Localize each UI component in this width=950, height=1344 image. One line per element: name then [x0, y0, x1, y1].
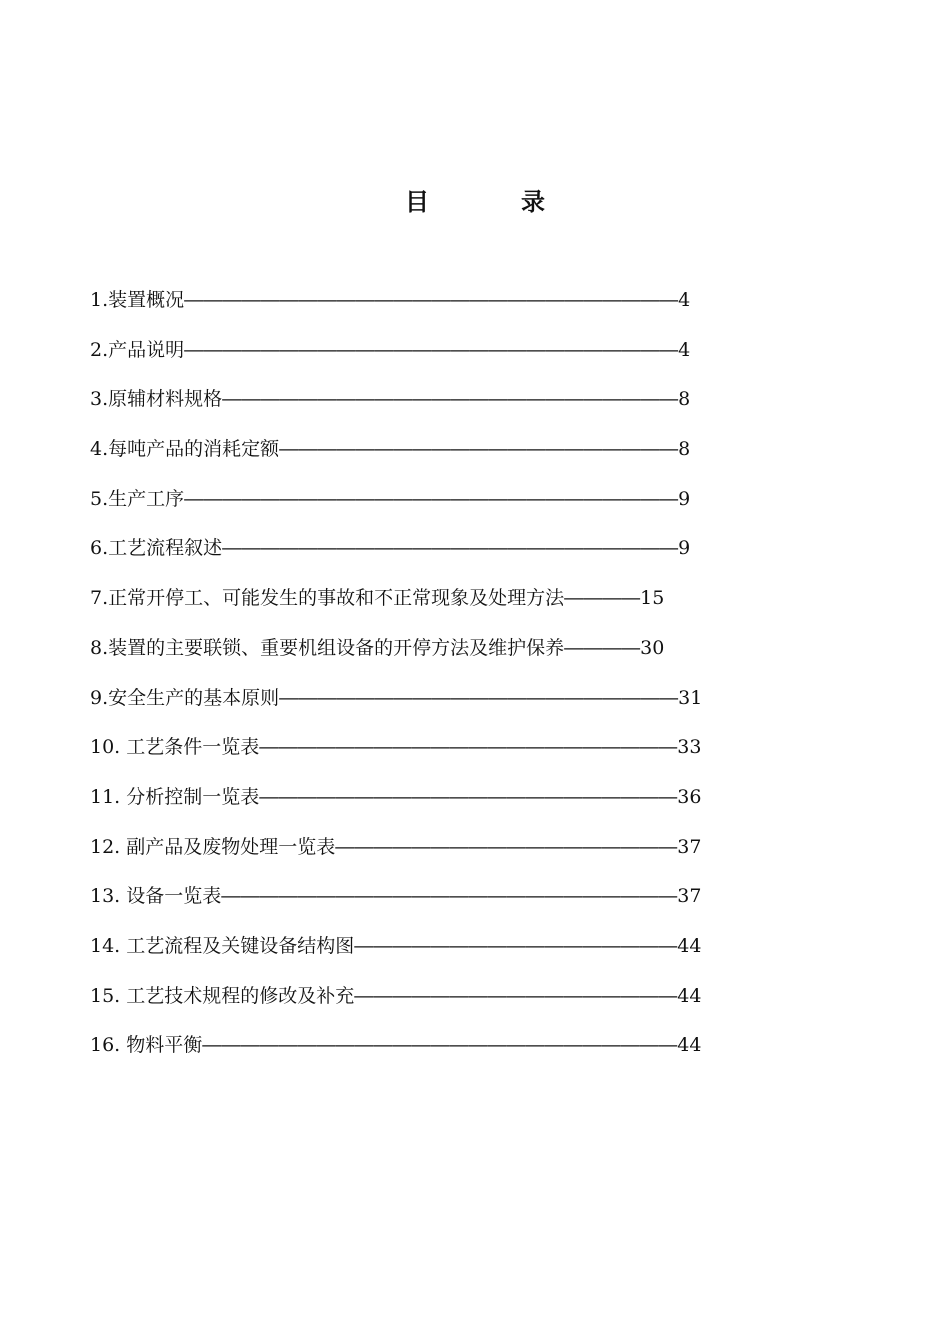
toc-entry-14: 14. 工艺流程及关键设备结构图―――――――――――――――――44	[90, 934, 702, 957]
toc-title-left: 目	[405, 188, 429, 216]
toc-entry-16: 16. 物料平衡―――――――――――――――――――――――――44	[90, 1034, 702, 1057]
toc-entry-9: 9.安全生产的基本原则―――――――――――――――――――――31	[90, 686, 703, 709]
toc-entry-2: 2.产品说明――――――――――――――――――――――――――4	[90, 338, 691, 361]
toc-title	[0, 182, 950, 217]
toc-entry-3: 3.原辅材料规格――――――――――――――――――――――――8	[90, 388, 691, 411]
toc-entry-7: 7.正常开停工、可能发生的事故和不正常现象及处理方法――――15	[90, 587, 665, 610]
toc-entry-5: 5.生产工序――――――――――――――――――――――――――9	[90, 487, 691, 510]
toc-entry-15: 15. 工艺技术规程的修改及补充―――――――――――――――――44	[90, 984, 702, 1007]
toc-entry-4: 4.每吨产品的消耗定额―――――――――――――――――――――8	[90, 438, 691, 461]
toc-entry-12: 12. 副产品及废物处理一览表――――――――――――――――――37	[90, 835, 702, 858]
toc-entry-6: 6.工艺流程叙述――――――――――――――――――――――――9	[90, 537, 691, 560]
toc-title-right: 录	[521, 188, 545, 216]
toc-entry-13: 13. 设备一览表――――――――――――――――――――――――37	[90, 885, 702, 908]
toc-list	[90, 286, 790, 1081]
toc-entry-8: 8.装置的主要联锁、重要机组设备的开停方法及维护保养――――30	[90, 636, 665, 659]
toc-entry-1: 1.装置概况――――――――――――――――――――――――――4	[90, 289, 691, 311]
toc-entry-11: 11. 分析控制一览表――――――――――――――――――――――36	[90, 785, 702, 808]
toc-entry-10: 10. 工艺条件一览表――――――――――――――――――――――33	[90, 736, 702, 759]
